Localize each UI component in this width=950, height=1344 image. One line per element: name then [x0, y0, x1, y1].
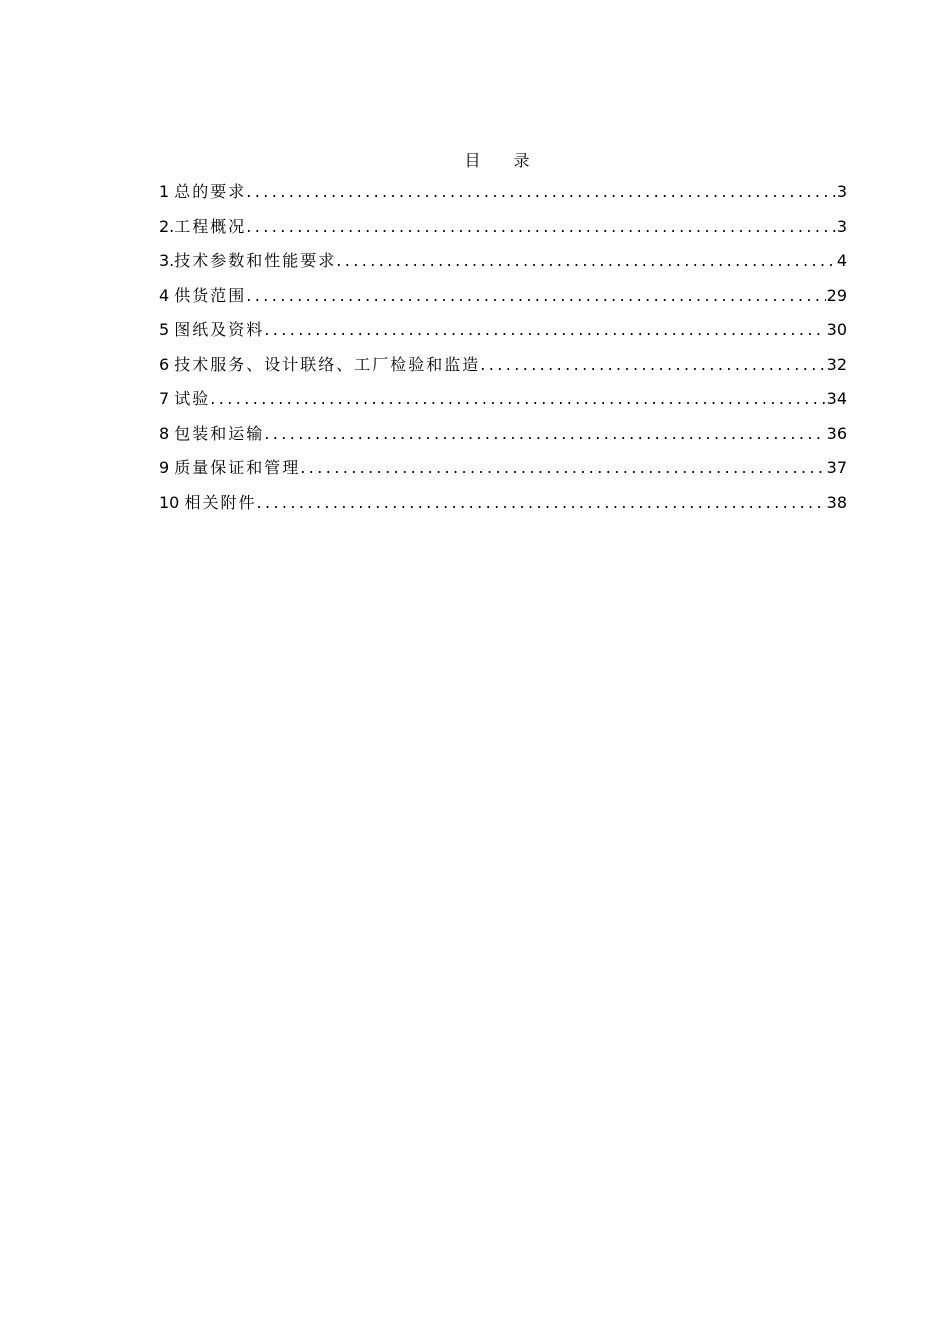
toc-dot-leader — [246, 285, 825, 307]
toc-entry-number: 1 — [159, 182, 175, 202]
toc-entry-title: 工程概况 — [174, 216, 247, 236]
toc-entry-page: 30 — [826, 320, 847, 340]
toc-entry-page: 29 — [826, 285, 847, 305]
toc-entry-number: 5 — [159, 320, 175, 340]
toc-entry-page: 34 — [826, 389, 847, 409]
toc-entry-page: 3 — [836, 182, 847, 202]
toc-entry-title: 包装和运输 — [174, 423, 265, 443]
toc-dot-leader — [300, 457, 825, 479]
toc-dot-leader — [480, 354, 825, 376]
toc-entry[interactable] — [159, 279, 847, 314]
toc-entry[interactable] — [159, 451, 847, 486]
toc-dot-leader — [246, 216, 836, 238]
toc-entry-number: 8 — [159, 423, 175, 443]
toc-entry-number: 2. — [159, 216, 175, 236]
toc-dot-leader — [264, 423, 825, 445]
toc-entry-title: 总的要求 — [174, 182, 247, 202]
toc-dot-leader — [256, 492, 825, 514]
toc-dot-leader — [336, 250, 836, 272]
toc-entry-page: 36 — [826, 423, 847, 443]
toc-entry-title: 技术参数和性能要求 — [174, 251, 337, 271]
toc-entry-page: 32 — [826, 354, 847, 374]
toc-entry-page: 37 — [826, 458, 847, 478]
toc-entry[interactable] — [159, 348, 847, 383]
toc-entry-number: 7 — [159, 389, 175, 409]
toc-entry-title: 质量保证和管理 — [174, 458, 301, 478]
toc-entry-page: 38 — [826, 492, 847, 512]
toc-entry-title: 技术服务、设计联络、工厂检验和监造 — [174, 354, 481, 374]
toc-entry-page: 4 — [836, 251, 847, 271]
toc-entry[interactable] — [159, 486, 847, 521]
toc-entry-title: 供货范围 — [174, 285, 247, 305]
toc-entry-page: 3 — [836, 216, 847, 236]
toc-entry-title: 试验 — [174, 389, 211, 409]
toc-entry[interactable] — [159, 210, 847, 245]
table-of-contents — [159, 175, 847, 520]
toc-dot-leader — [210, 388, 825, 410]
toc-dot-leader — [264, 319, 825, 341]
toc-title: 目 录 — [464, 151, 544, 170]
toc-entry[interactable] — [159, 313, 847, 348]
toc-dot-leader — [246, 181, 836, 203]
toc-entry[interactable] — [159, 175, 847, 210]
toc-entry[interactable] — [159, 244, 847, 279]
toc-entry-number: 3. — [159, 251, 175, 271]
toc-entry-title: 相关附件 — [184, 492, 257, 512]
toc-entry-title: 图纸及资料 — [174, 320, 265, 340]
toc-entry[interactable] — [159, 417, 847, 452]
toc-entry-number: 6 — [159, 354, 175, 374]
toc-entry-number: 4 — [159, 285, 175, 305]
toc-entry[interactable] — [159, 382, 847, 417]
toc-entry-number: 9 — [159, 458, 175, 478]
toc-entry-number: 10 — [159, 492, 185, 512]
